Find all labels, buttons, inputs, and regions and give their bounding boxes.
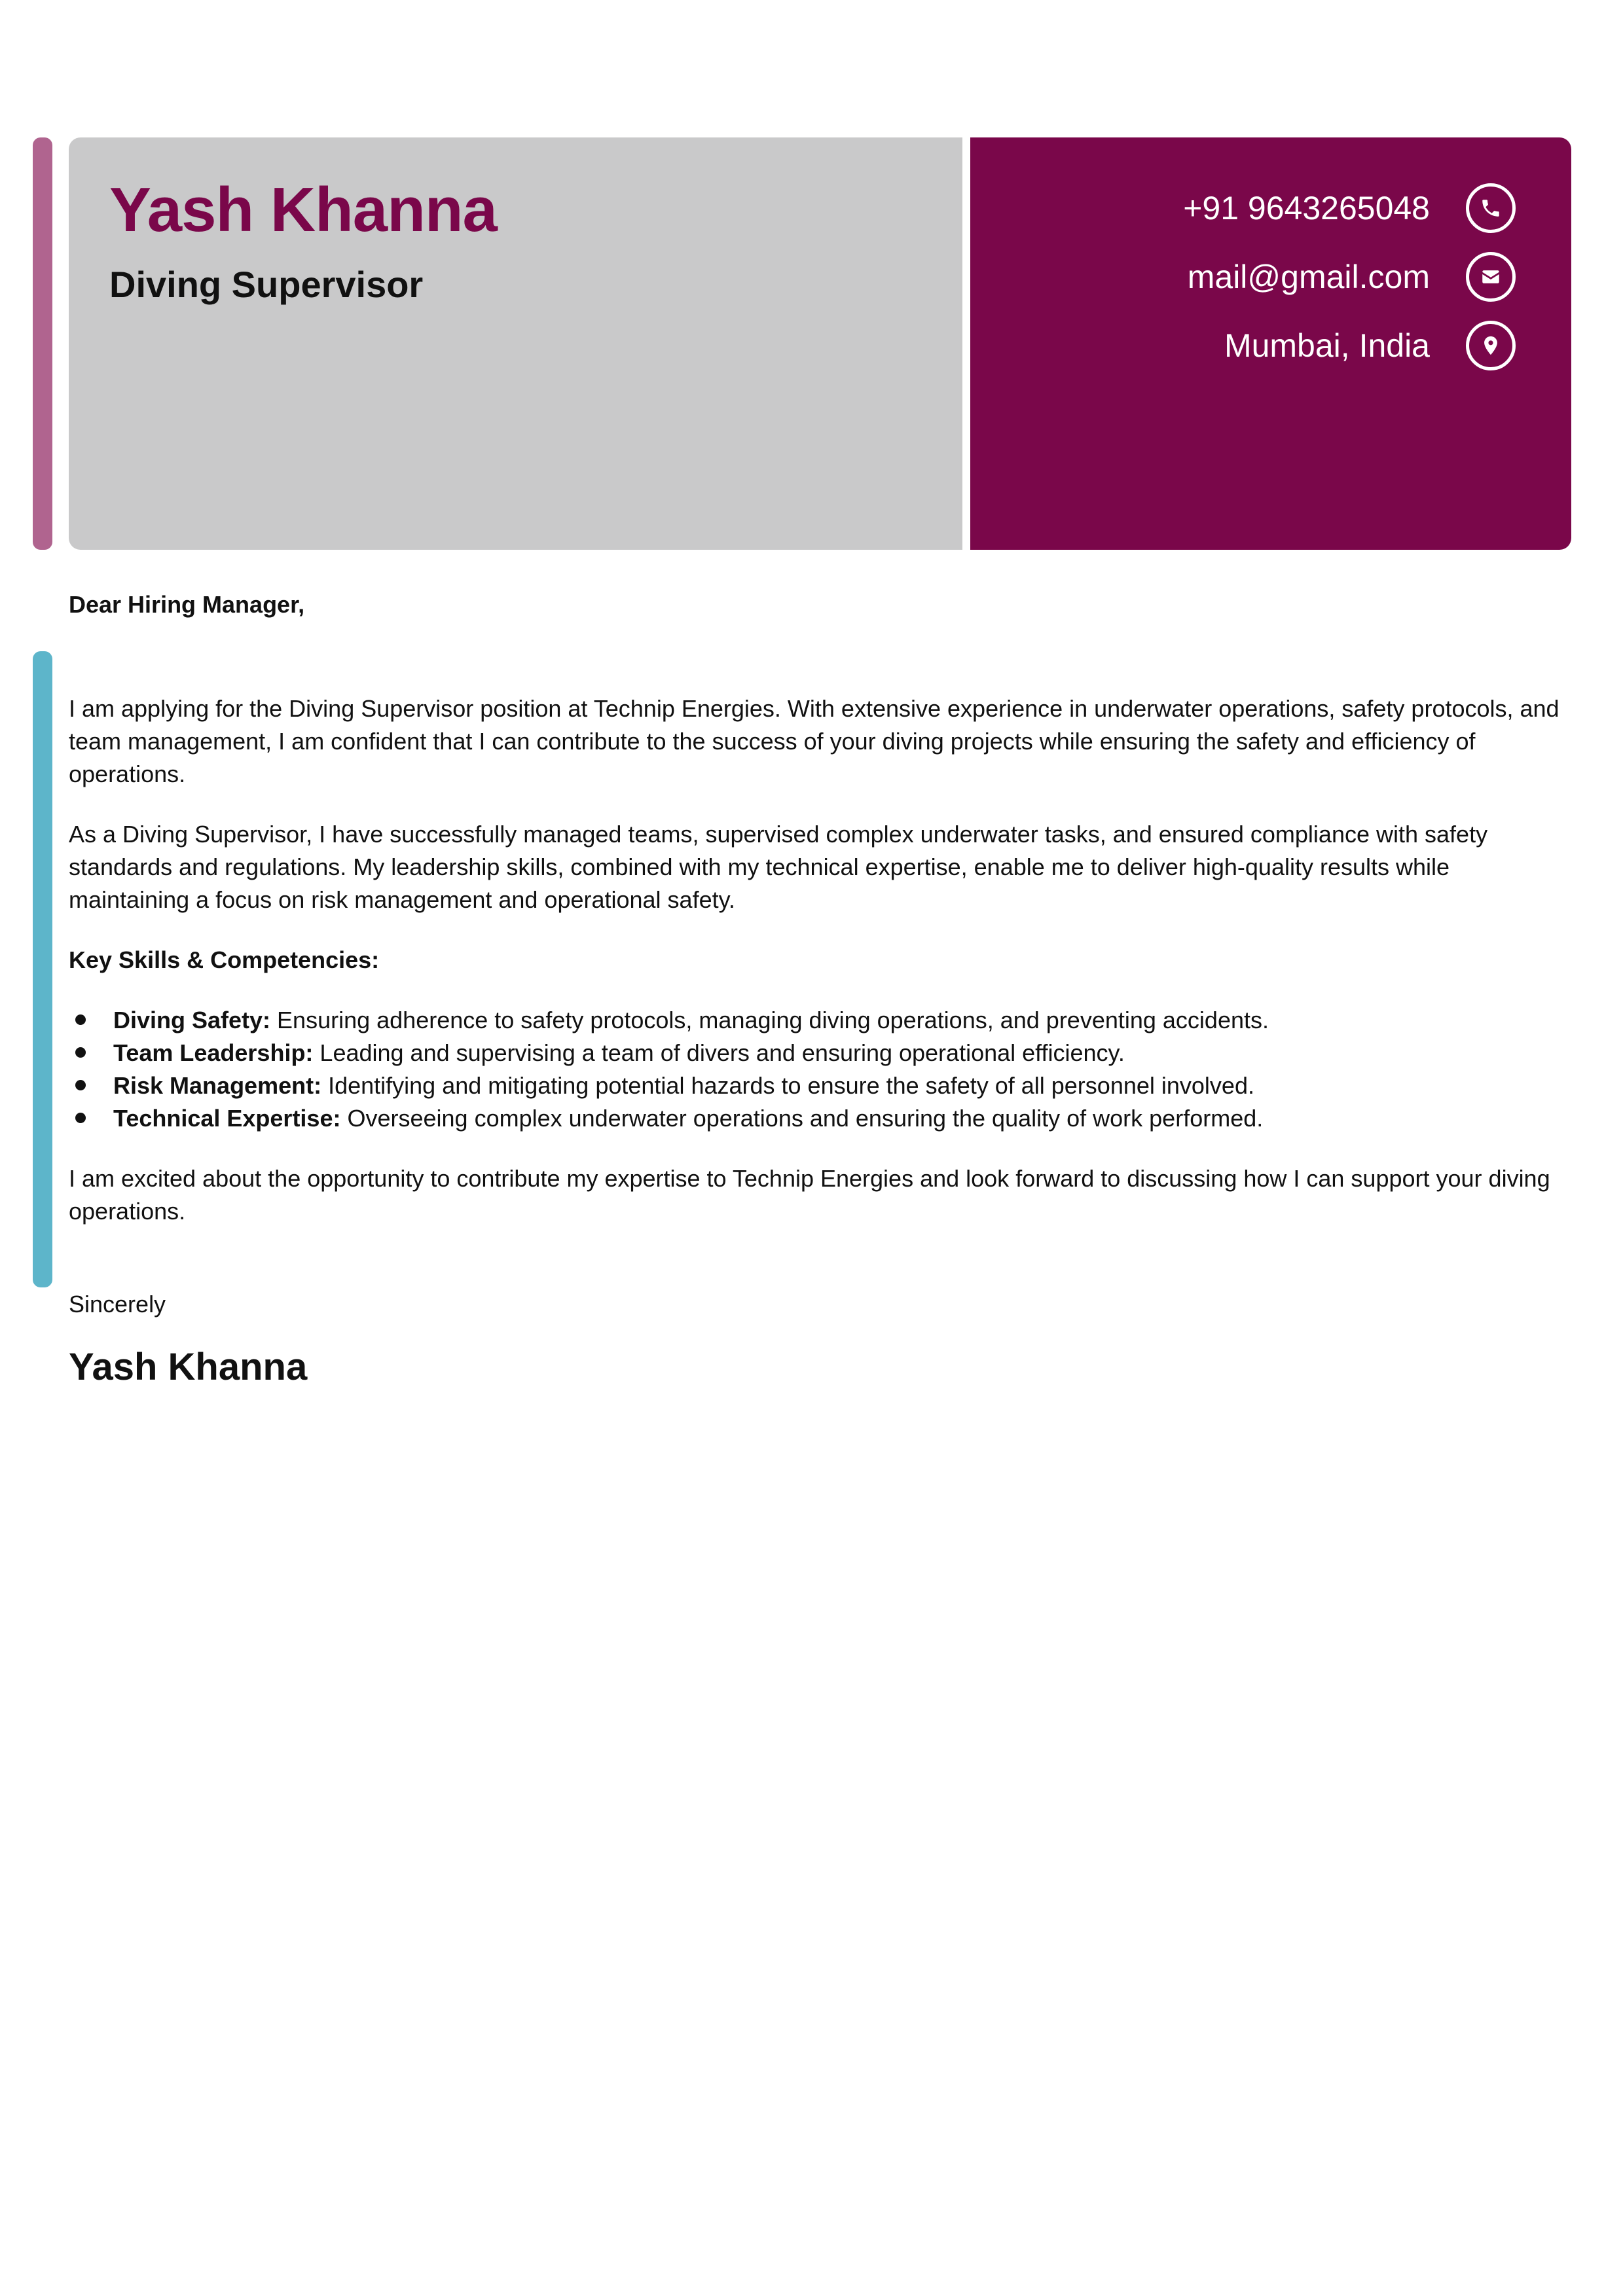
location-text: Mumbai, India xyxy=(1224,327,1430,364)
skill-description: Ensuring adherence to safety protocols, managing diving operations, and preventing accidents. xyxy=(270,1007,1269,1033)
paragraph-closing: I am excited about the opportunity to contribute my expertise to Technip Energies and look forward to discussing how I can support your diving operations. xyxy=(69,1165,1550,1225)
list-item xyxy=(69,1004,1575,1037)
email-address[interactable]: mail@gmail.com xyxy=(1187,259,1430,295)
paragraph-experience: As a Diving Supervisor, I have successfully managed teams, supervised complex underwater tasks, and ensured compliance with safety standards and regulations. My leadership skills, combined with my technical expertise, enable me to deliver high-quality results while maintaining a focus on risk management and operational safety. xyxy=(69,821,1488,913)
skills-heading: Key Skills & Competencies: xyxy=(69,946,380,973)
body-accent-bar xyxy=(33,651,52,1287)
salutation: Dear Hiring Manager, xyxy=(69,591,305,618)
phone-icon xyxy=(1466,183,1516,233)
contact-location xyxy=(1224,321,1516,370)
list-item xyxy=(69,1102,1575,1135)
header-accent-bar xyxy=(33,137,52,550)
paragraph-intro: I am applying for the Diving Supervisor position at Technip Energies. With extensive experience in underwater operations, safety protocols, and team management, I am confident that I can contribute to the success of your diving projects while ensuring the safety and efficiency of operations. xyxy=(69,695,1559,787)
signature-name: Yash Khanna xyxy=(69,1346,308,1388)
skill-name: Diving Safety: xyxy=(113,1007,271,1033)
skills-list xyxy=(69,1004,1575,1135)
skill-description: Leading and supervising a team of divers and ensuring operational efficiency. xyxy=(313,1039,1125,1066)
applicant-name: Yash Khanna xyxy=(109,175,497,245)
email-icon xyxy=(1466,252,1516,302)
header-contact-panel xyxy=(970,137,1571,550)
skill-description: Identifying and mitigating potential hazards to ensure the safety of all personnel involved. xyxy=(321,1072,1254,1099)
closing-phrase: Sincerely xyxy=(69,1291,166,1318)
contact-phone xyxy=(1183,183,1516,233)
job-title: Diving Supervisor xyxy=(109,263,424,305)
list-item xyxy=(69,1069,1575,1102)
contact-email xyxy=(1188,252,1516,302)
list-item xyxy=(69,1037,1575,1069)
bullet-icon xyxy=(75,1080,86,1090)
bullet-icon xyxy=(75,1047,86,1058)
skill-name: Team Leadership: xyxy=(113,1039,314,1066)
skill-name: Risk Management: xyxy=(113,1072,322,1099)
header-name-panel xyxy=(69,137,962,550)
bullet-icon xyxy=(75,1014,86,1025)
location-icon xyxy=(1466,321,1516,370)
bullet-icon xyxy=(75,1113,86,1123)
skill-name: Technical Expertise: xyxy=(113,1105,341,1132)
letter-body xyxy=(69,692,1575,1255)
phone-number[interactable]: +91 9643265048 xyxy=(1183,190,1430,226)
skill-description: Overseeing complex underwater operations and ensuring the quality of work performed. xyxy=(340,1105,1264,1132)
